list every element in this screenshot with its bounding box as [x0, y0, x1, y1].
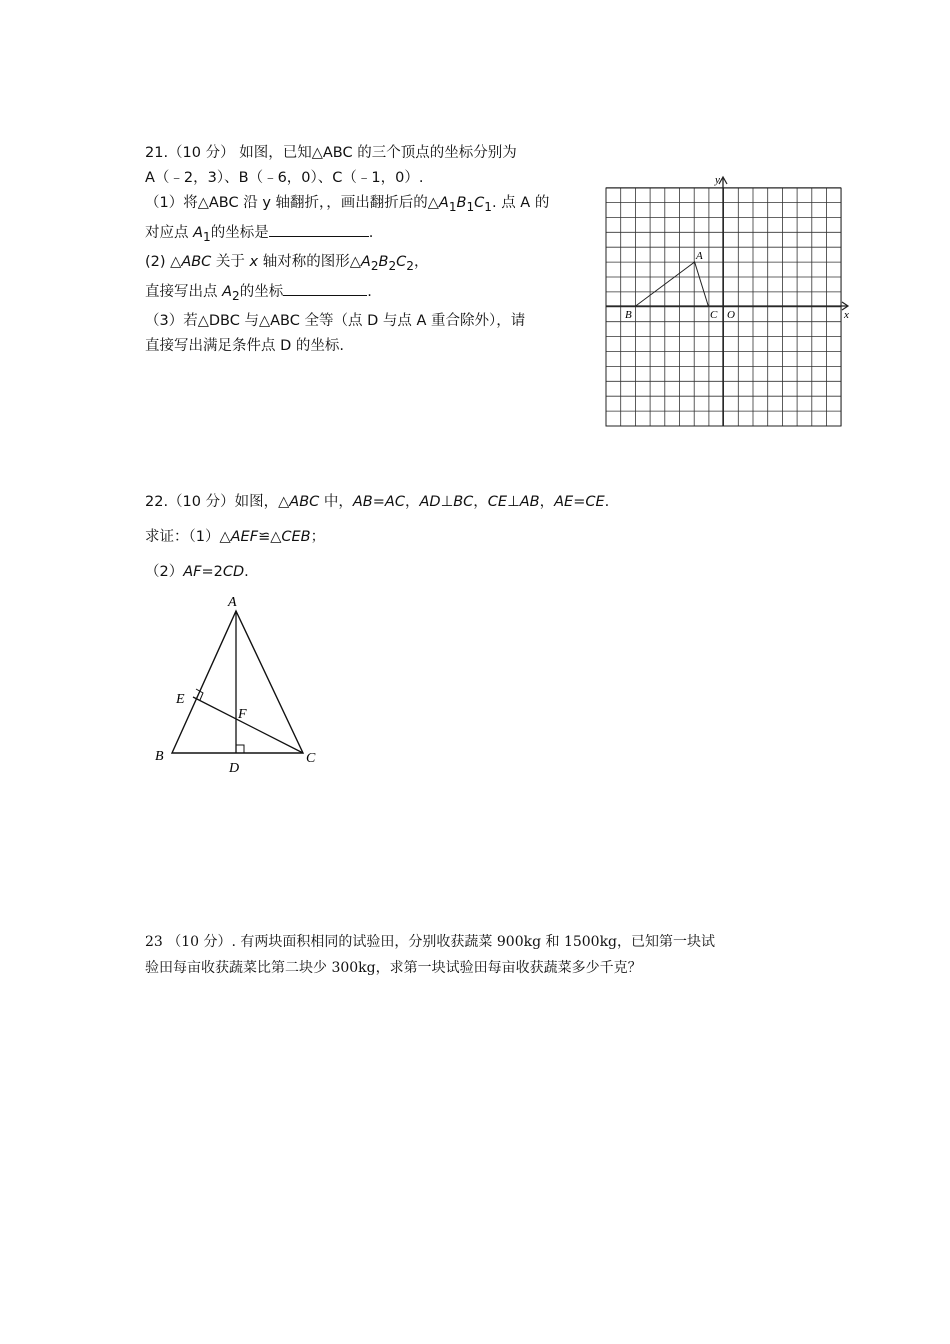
label-b: B [625, 309, 632, 321]
triangle-abc [636, 262, 709, 306]
q22-aef: AEF [230, 529, 259, 545]
q21-line4-text: 对应点 [145, 224, 194, 241]
triangle-abc-outline [172, 611, 303, 753]
label-e: E [176, 692, 185, 707]
q21-part2-text-c: 轴对称的图形△ [258, 253, 361, 270]
question-21 [145, 141, 590, 359]
q22-ce: CE [487, 494, 508, 510]
q21-part1-a: A [438, 195, 449, 211]
q21-sub: 1 [203, 229, 211, 244]
q22-end: . [604, 494, 610, 510]
label-o: O [727, 309, 735, 321]
label-c: C [710, 309, 718, 321]
label-b: B [155, 749, 164, 764]
answer-blank[interactable] [283, 279, 367, 296]
segment-ce [193, 697, 303, 753]
q21-part1-tail: . 点 A 的 [491, 195, 550, 211]
q22-bc: BC [453, 494, 474, 510]
label-a: A [228, 595, 237, 610]
label-y: y [715, 174, 720, 186]
q21-part1-text: （1）将△ABC 沿 y 轴翻折，，画出翻折后的△ [145, 195, 439, 211]
coordinate-grid-figure [600, 172, 855, 430]
q22-proof-text: 求证：（1）△ [145, 529, 231, 545]
q21-line-1: 21.（10 分） 如图，已知△ABC 的三个顶点的坐标分别为 [145, 145, 517, 161]
q22-text: 22.（10 分）如图，△ [145, 494, 290, 510]
q22-text-b: 中， [319, 494, 353, 510]
q21-part2-a: A [360, 253, 371, 270]
q21-part2-text-b: 关于 [211, 253, 250, 270]
q21-sub: 2 [406, 258, 414, 273]
q22-part2-text: （2） [145, 564, 184, 580]
q22-proof-end: ； [310, 529, 326, 545]
q21-line6-text-b: 的坐标 [239, 283, 284, 300]
q21-sub: 1 [466, 199, 475, 214]
q22-sep: ， [539, 494, 555, 510]
q21-part-2 [145, 250, 590, 279]
q22-ceb: CEB [281, 529, 311, 545]
q22-proof-2 [145, 560, 705, 585]
question-23 [145, 929, 845, 981]
q21-part2-x: x [249, 253, 259, 270]
q21-part-3-line-1: （3）若△DBC 与△ABC 全等（点 D 与点 A 重合除外），请 [145, 312, 526, 329]
q22-proof-1 [145, 525, 705, 550]
q21-line4-text-b: 的坐标是 [210, 224, 269, 241]
q22-abc: ABC [289, 494, 320, 510]
label-d: D [229, 761, 240, 776]
question-22 [145, 490, 705, 585]
label-a: A [696, 250, 703, 262]
q21-part1-b: B [456, 195, 467, 211]
q21-part-3-line-2: 直接写出满足条件点 D 的坐标. [145, 337, 344, 354]
label-x: x [844, 309, 849, 321]
q21-part2-end: ， [413, 253, 429, 270]
q21-part2-b: B [378, 253, 389, 270]
q23-line-1: 23 （10 分）. 有两块面积相同的试验田，分别收获蔬菜 900kg 和 1500kg，已知第一块试 [145, 934, 716, 950]
q22-ab: AB [352, 494, 373, 510]
q22-sep: ， [473, 494, 488, 510]
q21-part-1 [145, 191, 590, 220]
answer-blank[interactable] [269, 220, 369, 237]
q22-eq: = [372, 494, 385, 510]
label-c: C [306, 751, 316, 766]
q21-part2-text: (2) △ [145, 253, 182, 270]
triangle-figure [148, 588, 328, 778]
q22-cd: CD [222, 564, 245, 580]
q21-sub: 2 [370, 258, 379, 273]
q22-part2-end: . [244, 564, 249, 580]
q22-af: AF [183, 564, 202, 580]
q21-part2-c: C [396, 253, 407, 270]
q21-line-2: A（﹣2，3）、B（﹣6，0）、C（﹣1，0）. [145, 170, 424, 186]
q21-sub: 2 [388, 258, 397, 273]
q22-ae: AE [554, 494, 574, 510]
q22-sep: ， [404, 494, 420, 510]
right-angle-d [236, 745, 244, 753]
q21-part-2-answer [145, 279, 590, 309]
q21-line4-point: A [193, 224, 204, 241]
q21-line4-end: . [368, 224, 374, 241]
q21-part2-abc: ABC [181, 253, 212, 270]
q22-cong: ≌△ [258, 529, 282, 545]
q21-line6-end: . [367, 283, 372, 300]
q22-ce2: CE [585, 494, 605, 510]
q22-perp: ⊥ [440, 494, 454, 510]
q21-part1-c: C [474, 195, 485, 211]
q22-perp: ⊥ [507, 494, 520, 510]
q21-line6-text: 直接写出点 [145, 283, 223, 300]
q22-ac: AC [384, 494, 405, 510]
q21-sub: 1 [484, 199, 492, 214]
q22-ab2: AB [519, 494, 540, 510]
q22-ad: AD [419, 494, 441, 510]
q23-line-2: 验田每亩收获蔬菜比第二块少 300kg，求第一块试验田每亩收获蔬菜多少千克？ [145, 960, 642, 976]
q21-sub: 2 [232, 288, 240, 303]
q21-part-1-answer [145, 220, 590, 250]
q22-part2-eq: =2 [201, 564, 223, 580]
label-f: F [238, 707, 247, 722]
q21-line6-point: A [222, 283, 233, 300]
q22-line-1 [145, 490, 705, 515]
q21-sub: 1 [448, 199, 457, 214]
q22-eq: = [573, 494, 586, 510]
